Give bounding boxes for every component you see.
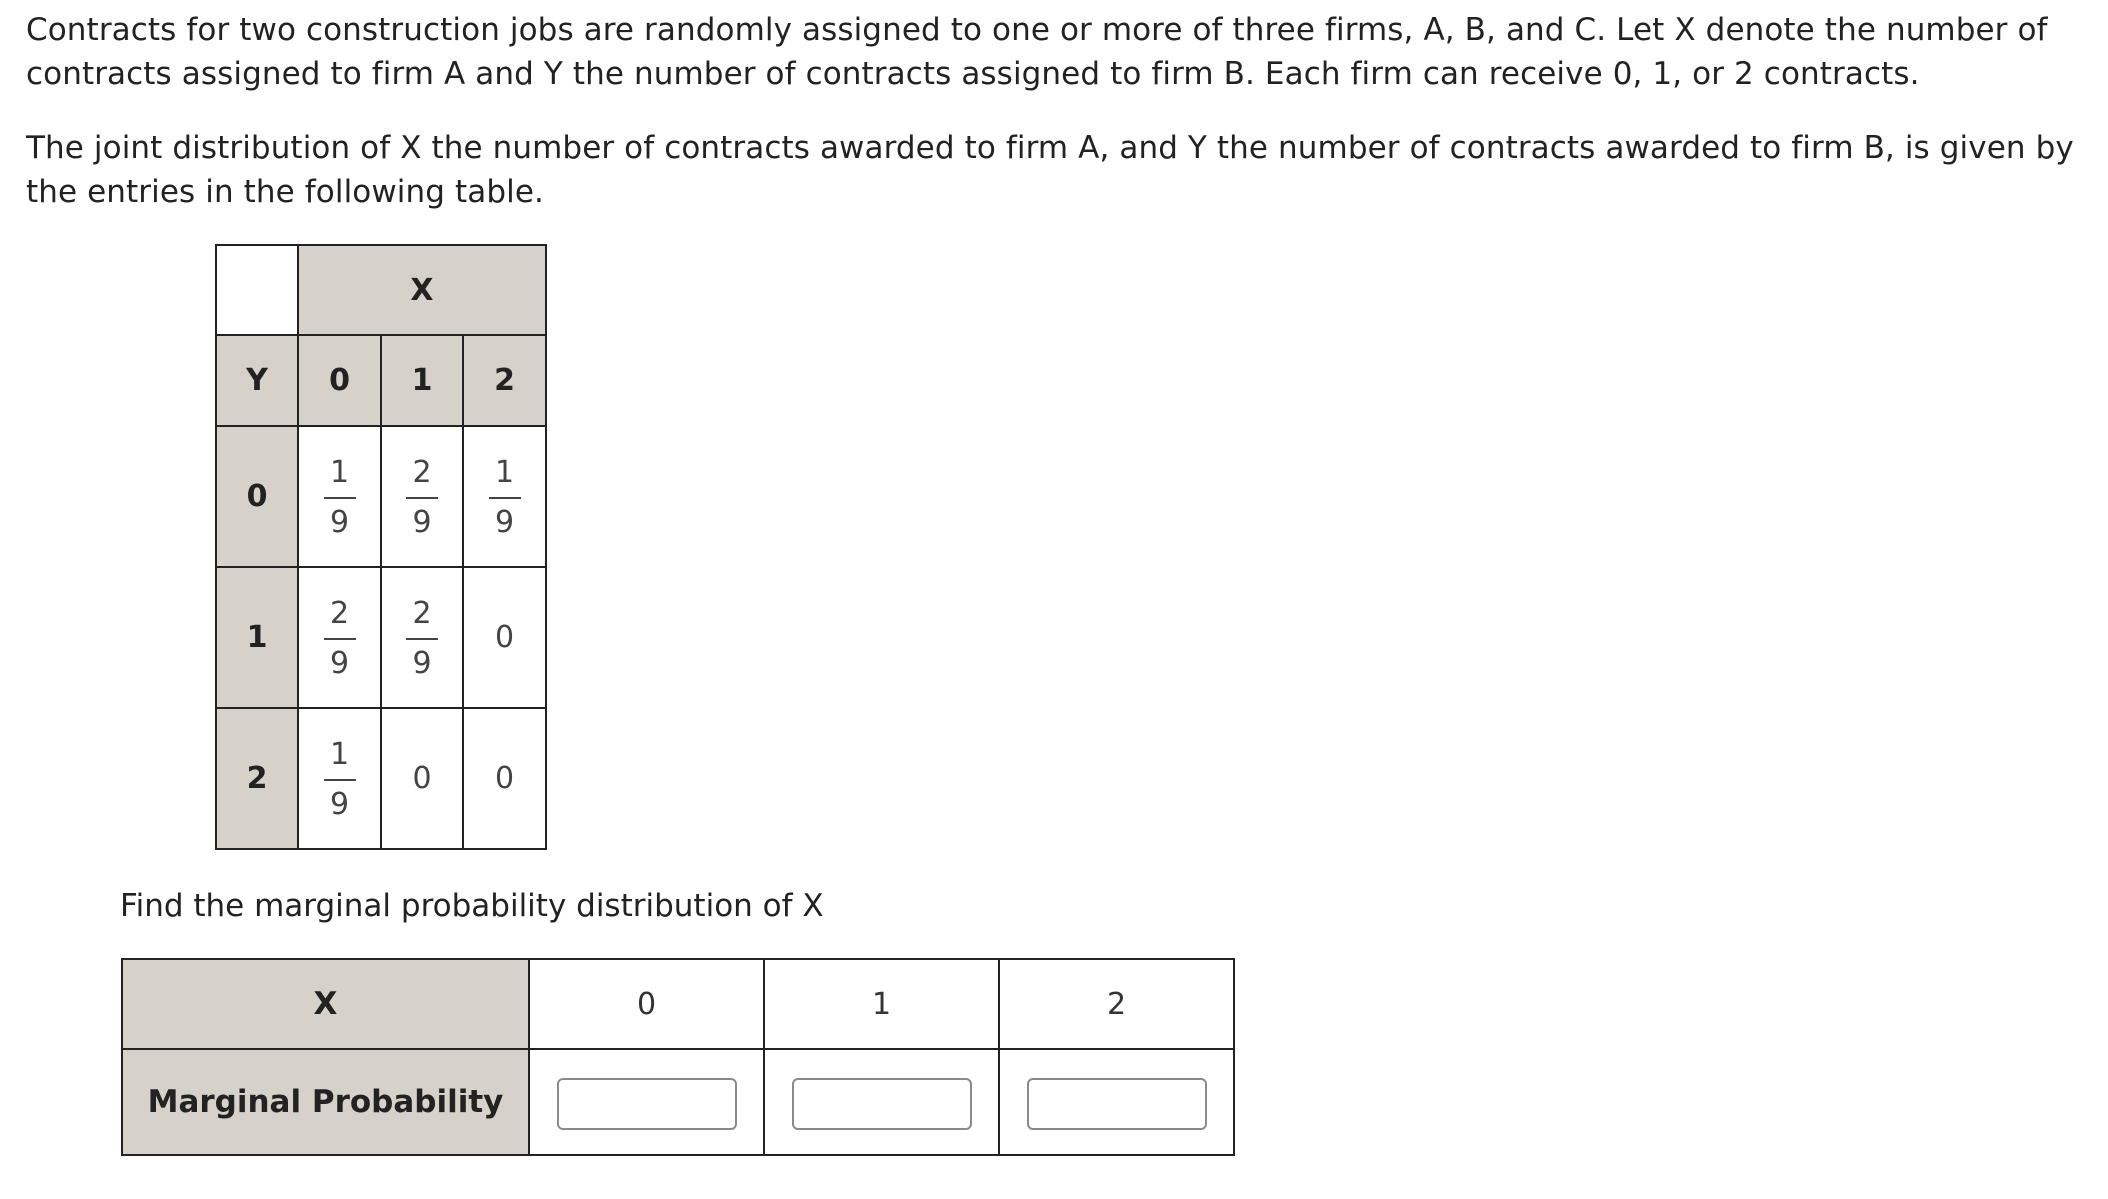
fraction bbox=[324, 455, 356, 540]
fraction bbox=[489, 455, 521, 540]
x-value-cell: 1 bbox=[764, 959, 999, 1049]
marginal-probability-label: Marginal Probability bbox=[122, 1049, 529, 1155]
x-value-header: 0 bbox=[298, 335, 381, 426]
x-header: X bbox=[298, 245, 546, 335]
x-value-header: 2 bbox=[463, 335, 546, 426]
table-row bbox=[122, 1049, 1234, 1155]
marginal-distribution-table bbox=[121, 958, 1235, 1156]
probability-cell bbox=[298, 708, 381, 849]
fraction-denominator: 9 bbox=[329, 646, 350, 681]
y-value-header: 1 bbox=[216, 567, 298, 708]
y-value-header: 2 bbox=[216, 708, 298, 849]
table-row bbox=[216, 426, 546, 567]
probability-cell bbox=[463, 426, 546, 567]
fraction bbox=[324, 737, 356, 822]
probability-cell bbox=[381, 426, 463, 567]
fraction-numerator: 2 bbox=[329, 596, 350, 631]
intro-paragraph-2: The joint distribution of X the number of contracts awarded to firm A, and Y the number of contracts awarded to firm B, is given by the entries in the following table. bbox=[26, 130, 2074, 210]
fraction-denominator: 9 bbox=[412, 646, 432, 681]
fraction bbox=[324, 596, 356, 681]
fraction-denominator: 9 bbox=[329, 505, 350, 540]
fraction-numerator: 1 bbox=[329, 455, 350, 490]
intro-paragraph-1: Contracts for two construction jobs are randomly assigned to one or more of three firms, A, B, and C. Let X denote the number of contracts assigned to firm A and Y the number of contracts assigned to firm B. Each firm can receive 0, 1, or 2 contracts. bbox=[26, 12, 2048, 92]
answer-cell bbox=[764, 1049, 999, 1155]
probability-cell bbox=[298, 567, 381, 708]
question-prompt: Find the marginal probability distribution of X bbox=[120, 888, 824, 924]
y-header: Y bbox=[216, 335, 298, 426]
table-row bbox=[122, 959, 1234, 1049]
joint-distribution-table bbox=[215, 244, 547, 850]
probability-cell: 0 bbox=[463, 708, 546, 849]
answer-input-x1[interactable] bbox=[792, 1078, 972, 1130]
x-value-header: 1 bbox=[381, 335, 463, 426]
fraction-denominator: 9 bbox=[412, 505, 432, 540]
table-corner bbox=[216, 245, 298, 335]
fraction-numerator: 1 bbox=[329, 737, 350, 772]
x-value-cell: 0 bbox=[529, 959, 764, 1049]
y-value-header: 0 bbox=[216, 426, 298, 567]
fraction bbox=[406, 596, 438, 681]
probability-cell bbox=[381, 567, 463, 708]
probability-cell: 0 bbox=[381, 708, 463, 849]
fraction-numerator: 1 bbox=[494, 455, 515, 490]
fraction-numerator: 2 bbox=[412, 596, 432, 631]
x-value-cell: 2 bbox=[999, 959, 1234, 1049]
answer-cell bbox=[999, 1049, 1234, 1155]
probability-cell: 0 bbox=[463, 567, 546, 708]
fraction-denominator: 9 bbox=[494, 505, 515, 540]
table-row bbox=[216, 708, 546, 849]
x-label-header: X bbox=[122, 959, 529, 1049]
answer-input-x2[interactable] bbox=[1027, 1078, 1207, 1130]
fraction-denominator: 9 bbox=[329, 787, 350, 822]
answer-cell bbox=[529, 1049, 764, 1155]
fraction-numerator: 2 bbox=[412, 455, 432, 490]
table-row bbox=[216, 567, 546, 708]
probability-cell bbox=[298, 426, 381, 567]
fraction bbox=[406, 455, 438, 540]
answer-input-x0[interactable] bbox=[557, 1078, 737, 1130]
